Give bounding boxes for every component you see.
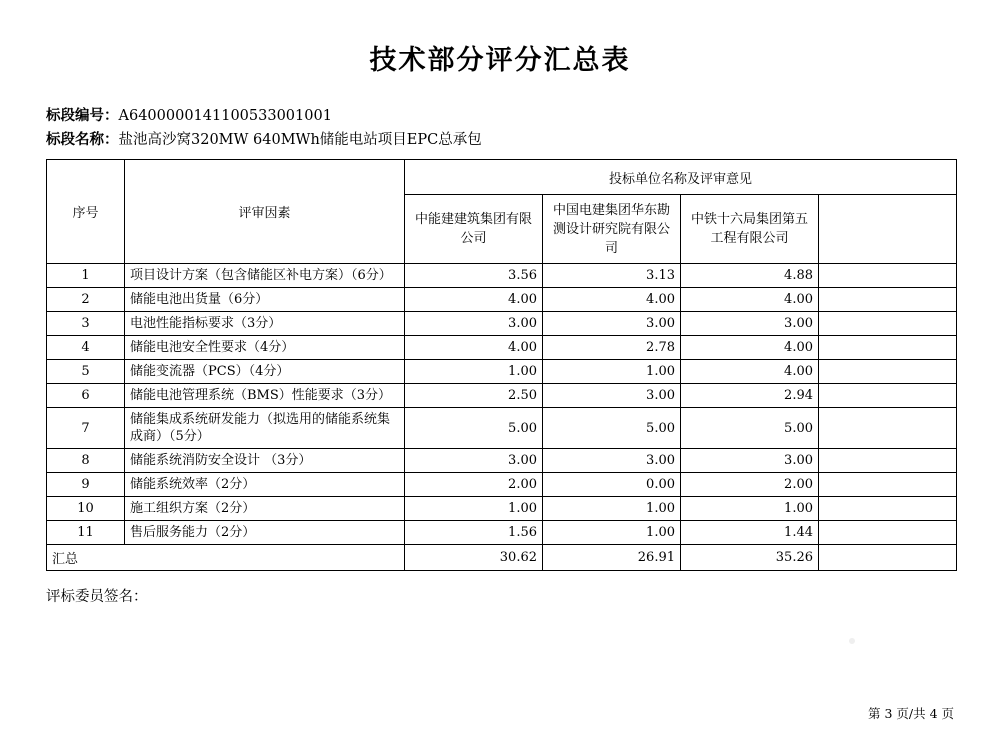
section-code-label: 标段编号： <box>46 107 119 124</box>
row-score-2: 3.13 <box>543 264 681 288</box>
row-factor: 储能系统消防安全设计 （3分） <box>125 449 405 473</box>
row-score-3: 1.44 <box>681 521 819 545</box>
paper-smudge <box>849 638 855 644</box>
row-score-2: 5.00 <box>543 408 681 449</box>
signature-line: 评标委员签名： <box>46 589 148 605</box>
total-score-4 <box>819 545 957 571</box>
section-code-line <box>46 105 954 127</box>
row-no: 1 <box>47 264 125 288</box>
table-row <box>47 312 957 336</box>
section-code-value: A6400000141100533001001 <box>118 108 332 124</box>
row-factor: 施工组织方案（2分） <box>125 497 405 521</box>
table-row <box>47 384 957 408</box>
score-table <box>46 159 957 571</box>
row-score-3: 4.88 <box>681 264 819 288</box>
row-factor: 储能变流器（PCS）（4分） <box>125 360 405 384</box>
table-row <box>47 336 957 360</box>
row-score-1: 3.00 <box>405 449 543 473</box>
row-score-4 <box>819 264 957 288</box>
table-row <box>47 449 957 473</box>
section-name-line <box>46 129 954 151</box>
row-factor: 电池性能指标要求（3分） <box>125 312 405 336</box>
row-score-2: 0.00 <box>543 473 681 497</box>
total-score-2: 26.91 <box>543 545 681 571</box>
row-score-3: 1.00 <box>681 497 819 521</box>
row-score-4 <box>819 497 957 521</box>
row-score-4 <box>819 408 957 449</box>
row-score-2: 2.78 <box>543 336 681 360</box>
row-no: 11 <box>47 521 125 545</box>
row-score-3: 4.00 <box>681 336 819 360</box>
table-row <box>47 264 957 288</box>
row-score-2: 3.00 <box>543 384 681 408</box>
row-factor: 储能电池出货量（6分） <box>125 288 405 312</box>
row-score-2: 3.00 <box>543 312 681 336</box>
row-score-1: 1.00 <box>405 497 543 521</box>
row-score-1: 5.00 <box>405 408 543 449</box>
header-bidder-3: 中铁十六局集团第五工程有限公司 <box>681 195 819 264</box>
row-factor: 储能电池安全性要求（4分） <box>125 336 405 360</box>
row-no: 3 <box>47 312 125 336</box>
total-label: 汇总 <box>47 545 405 571</box>
row-score-2: 1.00 <box>543 360 681 384</box>
row-no: 8 <box>47 449 125 473</box>
row-score-1: 2.50 <box>405 384 543 408</box>
row-score-3: 2.94 <box>681 384 819 408</box>
row-no: 9 <box>47 473 125 497</box>
row-no: 6 <box>47 384 125 408</box>
row-no: 10 <box>47 497 125 521</box>
header-bidder-1: 中能建建筑集团有限公司 <box>405 195 543 264</box>
row-score-1: 3.00 <box>405 312 543 336</box>
row-score-4 <box>819 360 957 384</box>
table-row <box>47 360 957 384</box>
row-score-4 <box>819 288 957 312</box>
table-row <box>47 288 957 312</box>
row-score-2: 1.00 <box>543 497 681 521</box>
row-score-3: 2.00 <box>681 473 819 497</box>
row-score-4 <box>819 312 957 336</box>
row-score-3: 5.00 <box>681 408 819 449</box>
row-score-2: 4.00 <box>543 288 681 312</box>
row-score-1: 3.56 <box>405 264 543 288</box>
row-score-4 <box>819 449 957 473</box>
table-row <box>47 473 957 497</box>
row-no: 2 <box>47 288 125 312</box>
document-page <box>0 38 1000 744</box>
row-score-3: 4.00 <box>681 288 819 312</box>
row-factor: 储能系统效率（2分） <box>125 473 405 497</box>
row-score-3: 4.00 <box>681 360 819 384</box>
row-no: 4 <box>47 336 125 360</box>
row-no: 7 <box>47 408 125 449</box>
row-score-2: 1.00 <box>543 521 681 545</box>
table-row <box>47 497 957 521</box>
row-score-1: 1.00 <box>405 360 543 384</box>
header-no: 序号 <box>47 160 125 264</box>
row-score-2: 3.00 <box>543 449 681 473</box>
row-score-4 <box>819 521 957 545</box>
section-name-value: 盐池高沙窝320MW 640MWh储能电站项目EPC总承包 <box>118 132 482 148</box>
row-score-3: 3.00 <box>681 312 819 336</box>
total-score-1: 30.62 <box>405 545 543 571</box>
row-score-3: 3.00 <box>681 449 819 473</box>
row-factor: 储能电池管理系统（BMS）性能要求（3分） <box>125 384 405 408</box>
row-score-1: 2.00 <box>405 473 543 497</box>
row-score-4 <box>819 384 957 408</box>
section-name-label: 标段名称： <box>46 131 119 148</box>
row-factor: 项目设计方案（包含储能区补电方案）（6分） <box>125 264 405 288</box>
row-score-4 <box>819 473 957 497</box>
table-total-row <box>47 545 957 571</box>
row-factor: 储能集成系统研发能力（拟选用的储能系统集成商）（5分） <box>125 408 405 449</box>
total-score-3: 35.26 <box>681 545 819 571</box>
row-score-1: 4.00 <box>405 336 543 360</box>
header-bidder-2: 中国电建集团华东勘测设计研究院有限公司 <box>543 195 681 264</box>
row-score-1: 4.00 <box>405 288 543 312</box>
row-score-1: 1.56 <box>405 521 543 545</box>
header-bidder-4 <box>819 195 957 264</box>
table-header-group-row <box>47 160 957 195</box>
row-factor: 售后服务能力（2分） <box>125 521 405 545</box>
row-score-4 <box>819 336 957 360</box>
table-row <box>47 521 957 545</box>
page-title: 技术部分评分汇总表 <box>369 45 631 76</box>
table-row <box>47 408 957 449</box>
row-no: 5 <box>47 360 125 384</box>
header-factor: 评审因素 <box>125 160 405 264</box>
header-bidder-group: 投标单位名称及评审意见 <box>405 160 957 195</box>
page-footer: 第 3 页/共 4 页 <box>867 706 954 721</box>
